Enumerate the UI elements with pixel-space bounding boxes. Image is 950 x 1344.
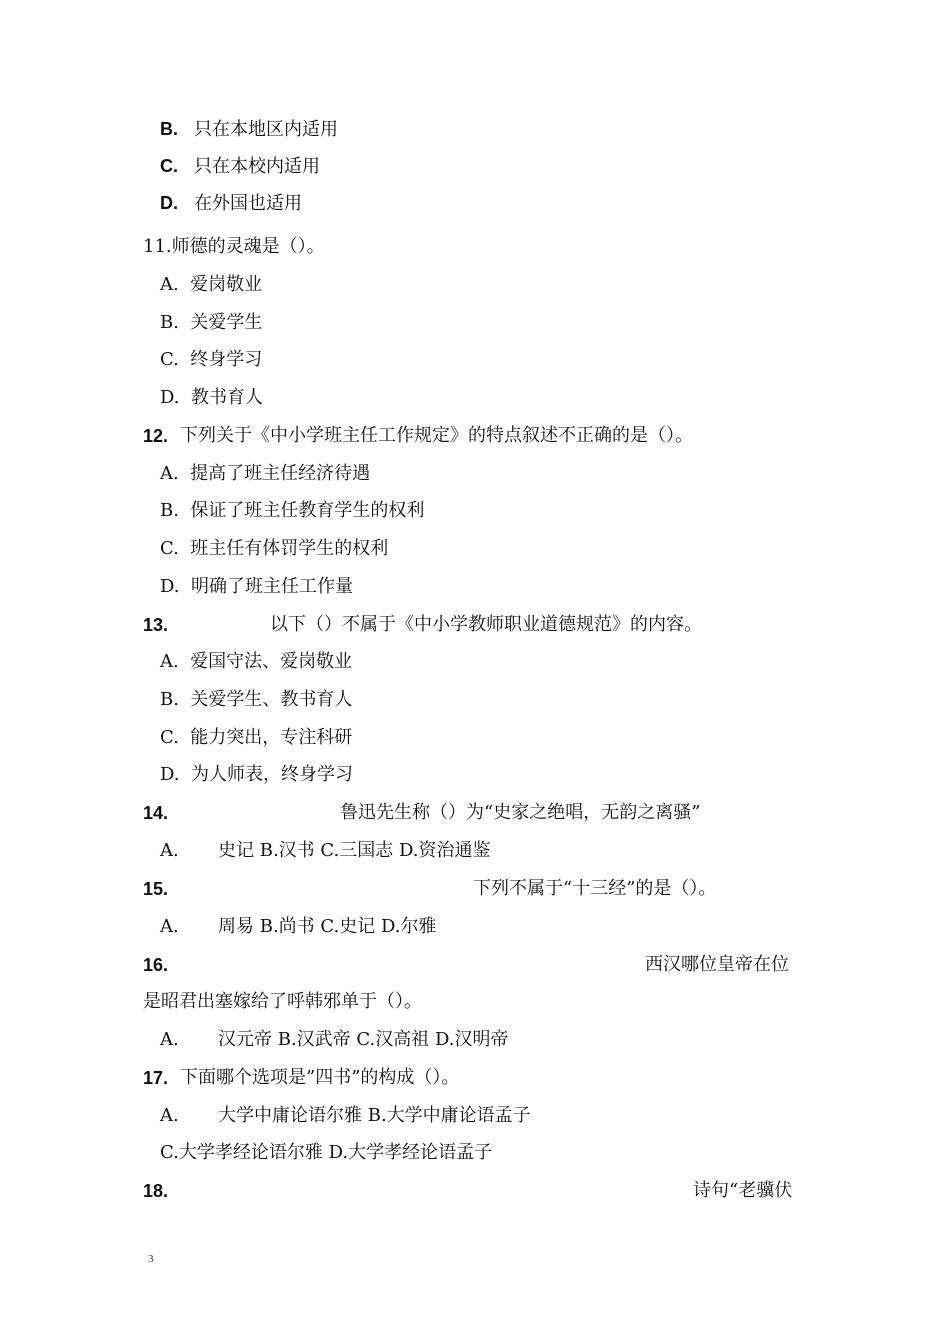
- option-letter: D.: [160, 193, 178, 213]
- option-text: 在外国也适用: [194, 193, 302, 214]
- q14-stem: 鲁迅先生称（）为“史家之绝唱，无韵之离骚”: [340, 802, 701, 823]
- q13-stem: 以下（）不属于《中小学教师职业道德规范》的内容。: [270, 614, 702, 635]
- q14-option-letter: A.: [160, 840, 179, 861]
- q13-option-c: C. 能力突出，专注科研: [160, 727, 353, 748]
- q10-option-c: [160, 154, 320, 179]
- q12-stem: 下列关于《中小学班主任工作规定》的特点叙述不正确的是（）。: [180, 425, 693, 446]
- q17-stem: 下面哪个选项是”四书”的构成（）。: [180, 1067, 460, 1088]
- q14-options: 史记 B.汉书 C.三国志 D.资治通鉴: [218, 840, 491, 861]
- q12-option-a: A. 提高了班主任经济待遇: [160, 463, 371, 484]
- q12-option-c: C. 班主任有体罚学生的权利: [160, 538, 389, 559]
- q15-stem: 下列不属于“十三经”的是（）。: [473, 878, 717, 899]
- q16-stem-part2: 是昭君出塞嫁给了呼韩邪单于（）。: [143, 991, 422, 1012]
- q12-number: 12.: [143, 426, 169, 446]
- q15-number: 15.: [143, 879, 169, 899]
- q15-options: 周易 B.尚书 C.史记 D.尔雅: [218, 916, 437, 937]
- q17-option-letter: A.: [160, 1105, 179, 1126]
- q13-number: 13.: [143, 615, 169, 635]
- q17-number: 17.: [143, 1068, 169, 1088]
- q11-option-d: D. 教书育人: [160, 387, 263, 408]
- q14-number: 14.: [143, 803, 169, 823]
- q18-stem: 诗句“老骥伏: [693, 1180, 793, 1201]
- page-number: 3: [148, 1253, 154, 1265]
- option-text: 只在本地区内适用: [194, 119, 338, 140]
- q12-option-b: B. 保证了班主任教育学生的权利: [160, 500, 425, 521]
- q11-option-b: B. 关爱学生: [160, 312, 263, 333]
- option-text: 只在本校内适用: [194, 156, 320, 177]
- q18-number: 18.: [143, 1181, 169, 1201]
- q13-option-a: A. 爱国守法、爱岗敬业: [160, 651, 353, 672]
- q17-options-line1: 大学中庸论语尔雅 B.大学中庸论语孟子: [218, 1105, 531, 1126]
- q11-stem: 11.师德的灵魂是（）。: [143, 236, 325, 257]
- option-letter: B.: [160, 119, 178, 139]
- q13-option-b: B. 关爱学生、教书育人: [160, 689, 353, 710]
- q16-stem-part1: 西汉哪位皇帝在位: [645, 954, 789, 975]
- q15-option-letter: A.: [160, 916, 179, 937]
- q16-options: 汉元帝 B.汉武帝 C.汉高祖 D.汉明帝: [218, 1029, 509, 1050]
- q17-options-line2: C.大学孝经论语尔雅 D.大学孝经论语孟子: [160, 1142, 493, 1163]
- q16-number: 16.: [143, 955, 169, 975]
- q10-option-b: [160, 117, 338, 142]
- q16-option-letter: A.: [160, 1029, 179, 1050]
- q10-option-d: [160, 191, 302, 216]
- q12-option-d: D. 明确了班主任工作量: [160, 576, 353, 597]
- q13-option-d: D. 为人师表，终身学习: [160, 764, 353, 785]
- q11-option-c: C. 终身学习: [160, 349, 263, 370]
- q11-option-a: A. 爱岗敬业: [160, 274, 263, 295]
- option-letter: C.: [160, 156, 178, 176]
